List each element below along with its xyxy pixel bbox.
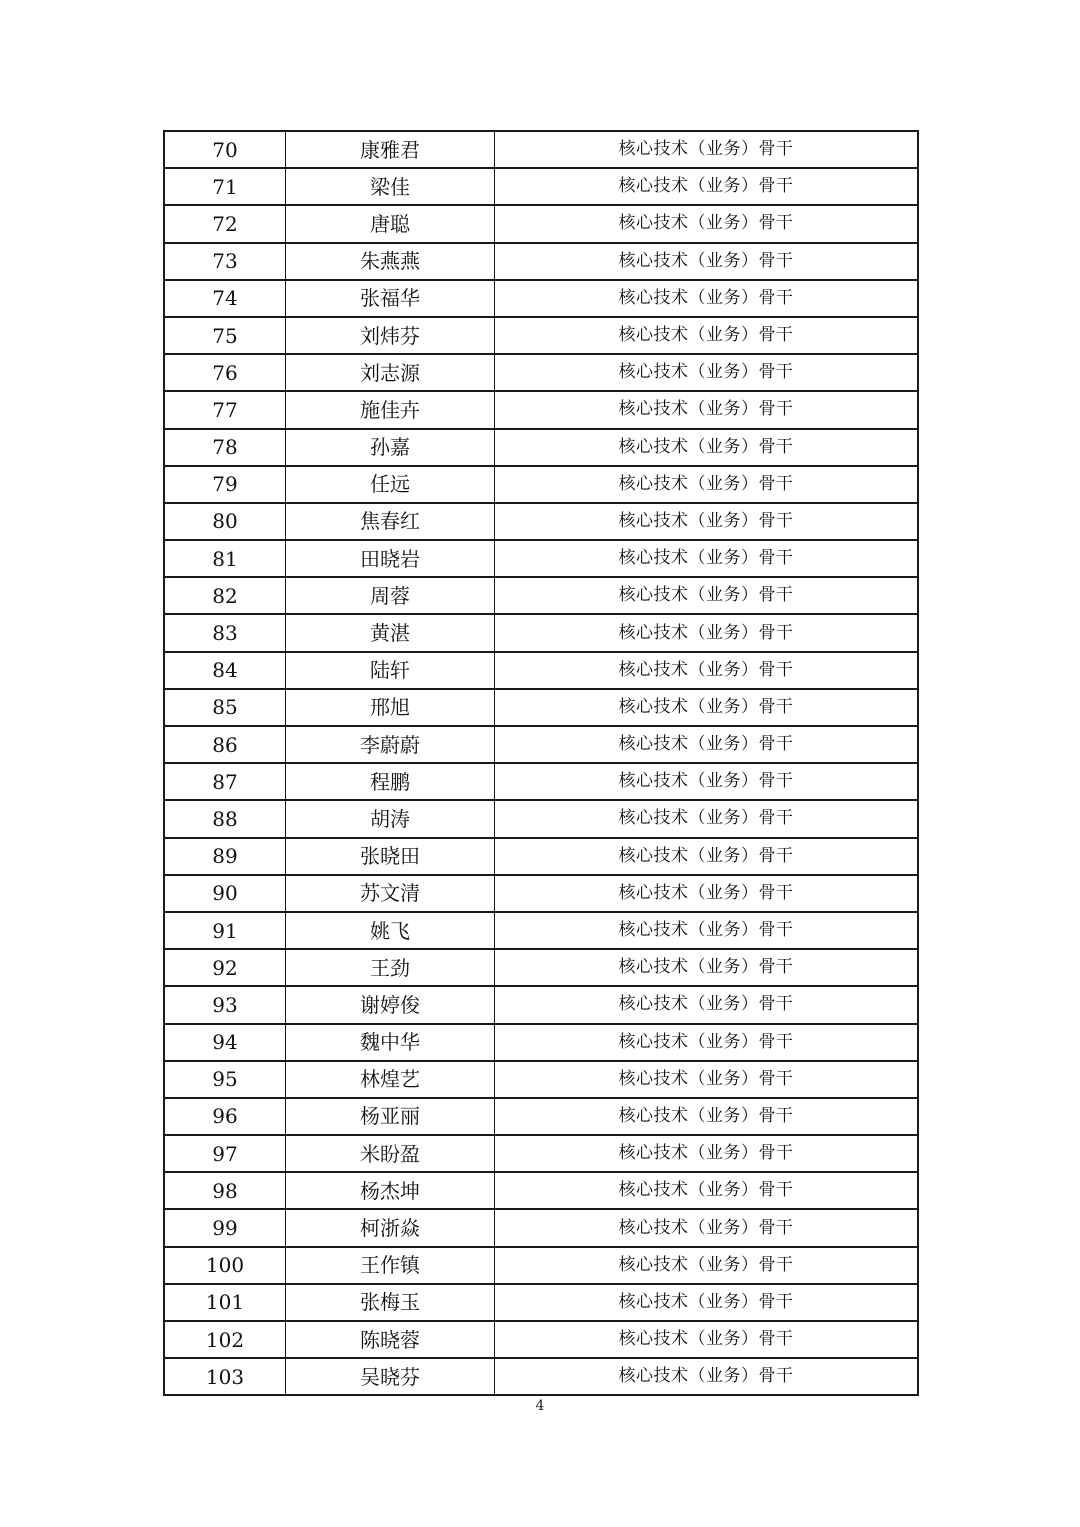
name-cell: 黄湛	[286, 614, 495, 651]
role-cell: 核心技术（业务）骨干	[495, 763, 919, 800]
row-number-cell: 96	[164, 1098, 286, 1135]
name-cell: 姚飞	[286, 912, 495, 949]
row-number-cell: 95	[164, 1061, 286, 1098]
row-number-cell: 88	[164, 800, 286, 837]
row-number-cell: 79	[164, 466, 286, 503]
row-number-cell: 83	[164, 614, 286, 651]
row-number-cell: 72	[164, 205, 286, 242]
row-number-cell: 70	[164, 131, 286, 168]
role-cell: 核心技术（业务）骨干	[495, 243, 919, 280]
role-cell: 核心技术（业务）骨干	[495, 1098, 919, 1135]
table-row	[164, 280, 918, 317]
row-number-cell: 73	[164, 243, 286, 280]
row-number-cell: 102	[164, 1321, 286, 1358]
roster-table-body	[164, 131, 918, 1395]
row-number-cell: 92	[164, 949, 286, 986]
role-cell: 核心技术（业务）骨干	[495, 726, 919, 763]
name-cell: 刘炜芬	[286, 317, 495, 354]
table-row	[164, 503, 918, 540]
row-number-cell: 80	[164, 503, 286, 540]
table-row	[164, 949, 918, 986]
name-cell: 苏文清	[286, 875, 495, 912]
name-cell: 杨亚丽	[286, 1098, 495, 1135]
name-cell: 李蔚蔚	[286, 726, 495, 763]
table-row	[164, 1098, 918, 1135]
name-cell: 米盼盈	[286, 1135, 495, 1172]
row-number-cell: 82	[164, 577, 286, 614]
row-number-cell: 100	[164, 1247, 286, 1284]
table-row	[164, 205, 918, 242]
table-row	[164, 689, 918, 726]
table-row	[164, 1209, 918, 1246]
role-cell: 核心技术（业务）骨干	[495, 1024, 919, 1061]
row-number-cell: 91	[164, 912, 286, 949]
name-cell: 林煌艺	[286, 1061, 495, 1098]
name-cell: 孙嘉	[286, 429, 495, 466]
row-number-cell: 74	[164, 280, 286, 317]
name-cell: 王劲	[286, 949, 495, 986]
name-cell: 王作镇	[286, 1247, 495, 1284]
table-row	[164, 577, 918, 614]
page-number: 4	[535, 1398, 545, 1414]
table-row	[164, 838, 918, 875]
table-row	[164, 1247, 918, 1284]
table-row	[164, 466, 918, 503]
role-cell: 核心技术（业务）骨干	[495, 912, 919, 949]
table-row	[164, 429, 918, 466]
role-cell: 核心技术（业务）骨干	[495, 614, 919, 651]
role-cell: 核心技术（业务）骨干	[495, 838, 919, 875]
table-row	[164, 1358, 918, 1395]
role-cell: 核心技术（业务）骨干	[495, 429, 919, 466]
table-row	[164, 614, 918, 651]
row-number-cell: 85	[164, 689, 286, 726]
table-row	[164, 1061, 918, 1098]
role-cell: 核心技术（业务）骨干	[495, 986, 919, 1023]
role-cell: 核心技术（业务）骨干	[495, 1284, 919, 1321]
role-cell: 核心技术（业务）骨干	[495, 205, 919, 242]
name-cell: 陆轩	[286, 652, 495, 689]
name-cell: 焦春红	[286, 503, 495, 540]
row-number-cell: 89	[164, 838, 286, 875]
role-cell: 核心技术（业务）骨干	[495, 1172, 919, 1209]
name-cell: 任远	[286, 466, 495, 503]
table-row	[164, 800, 918, 837]
name-cell: 程鹏	[286, 763, 495, 800]
role-cell: 核心技术（业务）骨干	[495, 540, 919, 577]
table-row	[164, 131, 918, 168]
roster-table	[163, 130, 919, 1396]
row-number-cell: 103	[164, 1358, 286, 1395]
name-cell: 杨杰坤	[286, 1172, 495, 1209]
name-cell: 唐聪	[286, 205, 495, 242]
role-cell: 核心技术（业务）骨干	[495, 689, 919, 726]
row-number-cell: 86	[164, 726, 286, 763]
name-cell: 魏中华	[286, 1024, 495, 1061]
name-cell: 陈晓蓉	[286, 1321, 495, 1358]
name-cell: 谢婷俊	[286, 986, 495, 1023]
role-cell: 核心技术（业务）骨干	[495, 466, 919, 503]
row-number-cell: 98	[164, 1172, 286, 1209]
role-cell: 核心技术（业务）骨干	[495, 391, 919, 428]
table-row	[164, 652, 918, 689]
name-cell: 张福华	[286, 280, 495, 317]
name-cell: 张梅玉	[286, 1284, 495, 1321]
table-row	[164, 243, 918, 280]
row-number-cell: 76	[164, 354, 286, 391]
table-row	[164, 1172, 918, 1209]
row-number-cell: 77	[164, 391, 286, 428]
row-number-cell: 94	[164, 1024, 286, 1061]
table-row	[164, 875, 918, 912]
role-cell: 核心技术（业务）骨干	[495, 1321, 919, 1358]
name-cell: 刘志源	[286, 354, 495, 391]
row-number-cell: 99	[164, 1209, 286, 1246]
table-row	[164, 168, 918, 205]
role-cell: 核心技术（业务）骨干	[495, 131, 919, 168]
name-cell: 胡涛	[286, 800, 495, 837]
name-cell: 张晓田	[286, 838, 495, 875]
role-cell: 核心技术（业务）骨干	[495, 652, 919, 689]
row-number-cell: 87	[164, 763, 286, 800]
table-row	[164, 391, 918, 428]
row-number-cell: 71	[164, 168, 286, 205]
row-number-cell: 84	[164, 652, 286, 689]
table-row	[164, 912, 918, 949]
row-number-cell: 101	[164, 1284, 286, 1321]
name-cell: 周蓉	[286, 577, 495, 614]
row-number-cell: 93	[164, 986, 286, 1023]
table-row	[164, 986, 918, 1023]
role-cell: 核心技术（业务）骨干	[495, 168, 919, 205]
row-number-cell: 90	[164, 875, 286, 912]
table-row	[164, 540, 918, 577]
role-cell: 核心技术（业务）骨干	[495, 949, 919, 986]
name-cell: 施佳卉	[286, 391, 495, 428]
table-row	[164, 1135, 918, 1172]
role-cell: 核心技术（业务）骨干	[495, 1061, 919, 1098]
row-number-cell: 75	[164, 317, 286, 354]
role-cell: 核心技术（业务）骨干	[495, 577, 919, 614]
table-row	[164, 354, 918, 391]
name-cell: 田晓岩	[286, 540, 495, 577]
role-cell: 核心技术（业务）骨干	[495, 1358, 919, 1395]
row-number-cell: 78	[164, 429, 286, 466]
role-cell: 核心技术（业务）骨干	[495, 503, 919, 540]
name-cell: 康雅君	[286, 131, 495, 168]
role-cell: 核心技术（业务）骨干	[495, 354, 919, 391]
table-row	[164, 763, 918, 800]
table-row	[164, 1284, 918, 1321]
table-row	[164, 317, 918, 354]
name-cell: 梁佳	[286, 168, 495, 205]
row-number-cell: 97	[164, 1135, 286, 1172]
role-cell: 核心技术（业务）骨干	[495, 1209, 919, 1246]
name-cell: 邢旭	[286, 689, 495, 726]
role-cell: 核心技术（业务）骨干	[495, 1247, 919, 1284]
table-row	[164, 726, 918, 763]
role-cell: 核心技术（业务）骨干	[495, 875, 919, 912]
name-cell: 朱燕燕	[286, 243, 495, 280]
role-cell: 核心技术（业务）骨干	[495, 1135, 919, 1172]
table-row	[164, 1024, 918, 1061]
name-cell: 柯浙焱	[286, 1209, 495, 1246]
role-cell: 核心技术（业务）骨干	[495, 800, 919, 837]
name-cell: 吴晓芬	[286, 1358, 495, 1395]
row-number-cell: 81	[164, 540, 286, 577]
role-cell: 核心技术（业务）骨干	[495, 317, 919, 354]
role-cell: 核心技术（业务）骨干	[495, 280, 919, 317]
table-row	[164, 1321, 918, 1358]
